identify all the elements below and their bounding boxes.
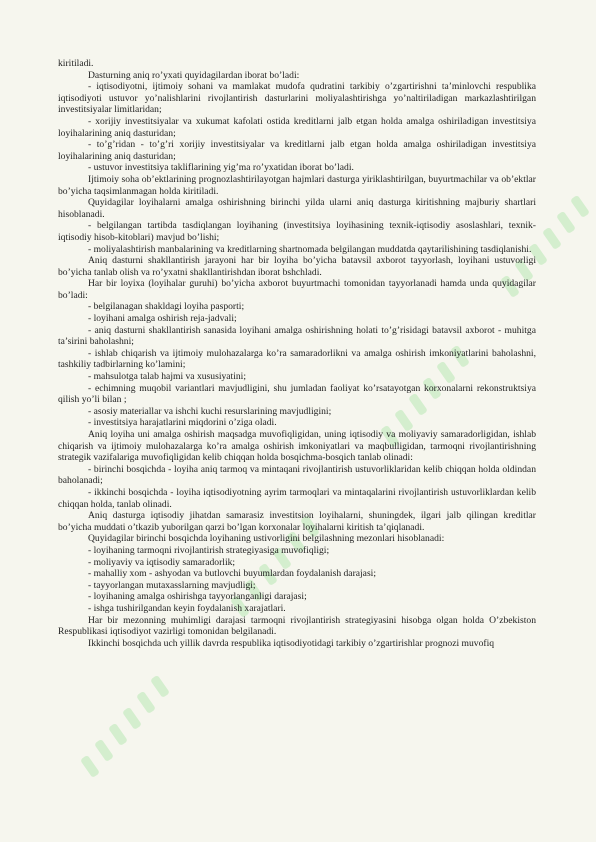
paragraph: - mahsulotga talab hajmi va xususiyatini;	[88, 371, 247, 383]
paragraph: - echimning muqobil variantlari mavjudligini, shu jumladan faoliyat ko’rsatayotgan korxonalarni rekonstruktsiya qilish yo’li bilan ;	[58, 382, 536, 406]
paragraph: - loyihani amalga oshirish reja-jadvali;	[88, 313, 237, 325]
paragraph: Har bir mezonning muhimligi darajasi tarmoqni rivojlantirish strategiyasini hisobga olgan holda O’zbekiston Respublikasi iqtisodiyot vazirligi tomonidan belgilanadi.	[58, 614, 536, 638]
watermark-stroke	[122, 707, 142, 730]
paragraph: Har bir loyixa (loyihalar guruhi) bo’yicha axborot buyurtmachi tomonidan tayyorlanadi hamda unda quyidagilar bo’ladi:	[58, 278, 536, 301]
paragraph: - aniq dasturni shakllantirish sanasida loyihani amalga oshirishning holati to’g’risidagi batavsil axborot - muhitga ta’sirini baholashni;	[58, 324, 536, 348]
paragraph: - mahalliy xom - ashyodan va butlovchi buyumlardan foydalanish darajasi;	[88, 568, 377, 580]
watermark-stroke	[108, 723, 128, 746]
paragraph: - moliyalashtirish manbalarining va kreditlarning shartnomada belgilangan muddatda qaytarilishining tasdiqlanishi.	[88, 243, 532, 255]
paragraph: - birinchi bosqichda - loyiha aniq tarmoq va mintaqani rivojlantirish ustuvorliklaridan kelib chiqqan holda oldindan baholanadi;	[58, 463, 536, 487]
paragraph: - loyihaning tarmoqni rivojlantirish strategiyasiga muvofiqligi;	[88, 544, 330, 556]
paragraph: - tayyorlangan mutaxasslarning mavjudligi;	[88, 579, 256, 591]
paragraph: - belgilanagan shakldagi loyiha pasporti;	[88, 301, 245, 313]
paragraph: - ishlab chiqarish va ijtimoiy mulohazalarga ko’ra samaradorlikni va amalga oshirish imkoniyatlarini baholashni, tashkiliy tadbirlarning ko’lamini;	[58, 347, 536, 371]
paragraph: - belgilangan tartibda tasdiqlangan loyihaning (investitsiya loyihasining texnik-iqtisodiy asoslashlari, texnik-iqtisodiy hisob-kitoblari) mavjud bo’lishi;	[58, 220, 536, 243]
paragraph: - investitsiya harajatlarini miqdorini o’ziga oladi.	[88, 417, 277, 429]
paragraph: - ustuvor investitsiya takliflarining yig’ma ro’yxatidan iborat bo’ladi.	[88, 162, 354, 174]
watermark-stroke	[80, 755, 100, 778]
watermark-stroke	[150, 675, 170, 698]
paragraph: Ikkinchi bosqichda uch yillik davrda respublika iqtisodiyotidagi tarkibiy o’zgartirishlar prognozi muvofiq	[88, 637, 495, 649]
paragraph: - to’g’ridan - to’g’ri xorijiy investitsiyalar va kreditlarni jalb etgan holda amalga oshiriladigan investitsiya loyihalarining aniq dasturidan;	[58, 139, 536, 162]
paragraph: - xorijiy investitsiyalar va xukumat kafolati ostida kreditlarni jalb etgan holda amalga oshiriladigan investitsiya loyihalarining aniq dasturidan;	[58, 115, 536, 139]
paragraph: Aniq loyiha uni amalga oshirish maqsadga muvofiqligidan, uning iqtisodiy va moliyaviy samaradorligidan, ishlab chiqarish va ijtimoiy mulohazalarga ko’ra amalga oshirish imkoniyatlari va maqbulligidan, tarmoqni rivojlantirishning strategik vazifalariga muvofiqligidan kelib chiqqan holda bosqichma-bosqich tanlab olinadi:	[58, 429, 536, 464]
paragraph: Quyidagilar loyihalarni amalga oshirishning birinchi yilda ularni aniq dasturga kiritishning majburiy shartlari hisoblanadi.	[58, 197, 536, 220]
paragraph: Aniq dasturga iqtisodiy jihatdan samarasiz investitsion loyihalarni, shuningdek, ilgari jalb qilingan kreditlar bo’yicha muddati o’tkazib yuborilgan qarzi bo’lgan korxonalar loyihalarni kiritish ta’qiqlanadi.	[58, 510, 536, 533]
paragraph: - iqtisodiyotni, ijtimoiy sohani va mamlakat mudofa qudratini tarkibiy o’zgartirishni ta’minlovchi respublika iqtisodiyoti ustuvor yo’nalishlarini rivojlantirish dasturlarini moliyalashtirishga yo’naltiriladigan markazlashtirilgan investitsiyalar limitlaridan;	[58, 81, 536, 116]
watermark-stroke	[570, 195, 590, 218]
paragraph: - asosiy materiallar va ishchi kuchi resurslarining mavjudligini;	[88, 405, 332, 417]
watermark-stroke	[136, 691, 156, 714]
document-page	[58, 58, 536, 649]
paragraph: Quyidagilar birinchi bosqichda loyihaning ustivorligini belgilashning mezonlari hisoblanadi:	[88, 533, 445, 545]
paragraph: - moliyaviy va iqtisodiy samaradorlik;	[88, 556, 236, 568]
paragraph: - loyihaning amalga oshirishga tayyorlanganligi darajasi;	[88, 591, 307, 603]
paragraph: kiritiladi.	[58, 58, 94, 69]
watermark-stroke	[556, 211, 576, 234]
paragraph: Dasturning aniq ro’yxati quyidagilardan iborat bo’ladi:	[88, 69, 300, 81]
paragraph: - ikkinchi bosqichda - loyiha iqtisodiyotning ayrim tarmoqlari va mintaqalarini rivojlantirish ustuvorliklardan kelib chiqqan holda, tanlab olinadi.	[58, 486, 536, 510]
paragraph: Aniq dasturni shakllantirish jarayoni har bir loyiha bo’yicha batavsil axborot tayyorlash, loyihani ustuvorligi bo’yicha tanlab olish va ro’yxatni shakllantirishdan iborat bshchladi.	[58, 255, 536, 278]
watermark-stroke	[542, 227, 562, 250]
paragraph: - ishga tushirilgandan keyin foydalanish xarajatlari.	[88, 602, 286, 614]
watermark-stroke	[94, 739, 114, 762]
paragraph: Ijtimoiy soha ob’ektlarining prognozlashtirilayotgan hajmlari dasturga yiriklashtirilgan, buyurtmachilar va ob’ektlar bo’yicha taqsimlanmagan holda kiritiladi.	[58, 173, 536, 197]
